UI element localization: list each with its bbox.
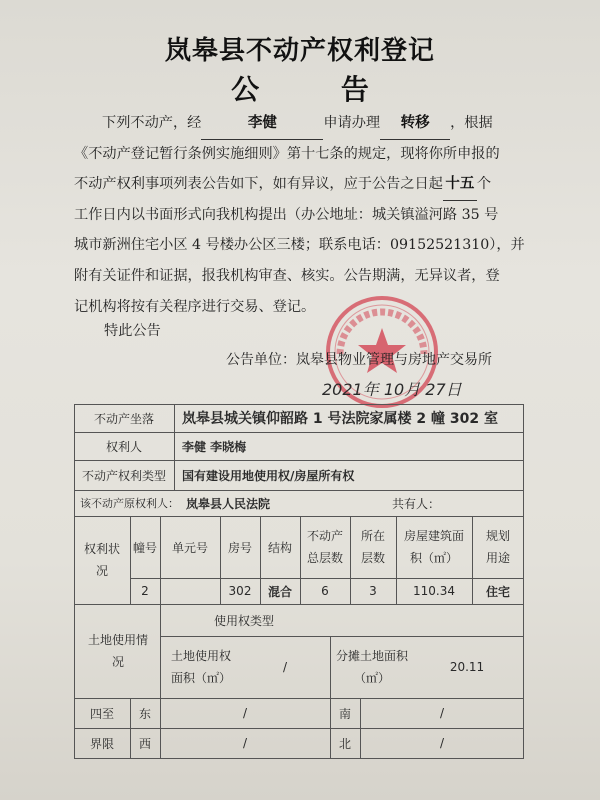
value-structure: 混合 bbox=[267, 584, 292, 599]
header-structure: 结构 bbox=[267, 540, 292, 555]
notice-line-7: 记机构将按有关程序进行交易、登记。 bbox=[74, 298, 316, 315]
notice-line-2: 《不动产登记暂行条例实施细则》第十七条的规定，现将你所申报的 bbox=[74, 145, 500, 162]
location-value: 岚皋县城关镇仰韶路 1 号法院家属楼 2 幢 302 室 bbox=[182, 411, 498, 427]
property-table bbox=[74, 404, 524, 790]
notice-text: 申请办理 bbox=[323, 115, 381, 131]
notice-line-1 bbox=[74, 108, 526, 139]
north-value: / bbox=[439, 736, 445, 750]
boundary-label-1: 四至 bbox=[89, 706, 114, 721]
value-usage: 住宅 bbox=[485, 584, 510, 599]
header-usage: 规划用途 bbox=[485, 529, 510, 565]
date-day: 27日 bbox=[425, 380, 462, 399]
header-unit: 单元号 bbox=[171, 540, 208, 555]
owner-label: 权利人 bbox=[105, 439, 142, 454]
value-building: 2 bbox=[141, 584, 149, 598]
original-owner-label: 该不动产原权利人： bbox=[80, 497, 179, 510]
notice-line-3 bbox=[74, 169, 526, 200]
boundary-label-2: 界限 bbox=[89, 736, 114, 751]
notice-text: 下列不动产，经 bbox=[102, 115, 202, 131]
value-unit bbox=[160, 578, 220, 604]
notice-text: 不动产权利事项列表公告如下，如有异议，应于公告之日起 bbox=[74, 176, 443, 193]
east-value: / bbox=[242, 706, 248, 720]
header-building: 幢号 bbox=[132, 540, 157, 555]
value-floor: 3 bbox=[369, 584, 377, 598]
owner-value: 李健 李晓梅 bbox=[182, 439, 247, 454]
notice-line-6: 附有关证件和证据，报我机构审查、核实。公告期满，无异议者，登 bbox=[74, 267, 500, 284]
notice-text: ，根据 bbox=[450, 115, 493, 131]
date-month: 10月 bbox=[383, 380, 421, 399]
notice-body bbox=[74, 108, 526, 322]
header-total-floors: 不动产总层数 bbox=[306, 529, 343, 565]
use-type-label: 使用权类型 bbox=[213, 613, 274, 628]
notice-line-5: 城市新洲住宅小区 4 号楼办公区三楼；联系电话：09152521310），并 bbox=[74, 237, 525, 254]
issuer-name: 岚皋县物业管理与房地产交易所 bbox=[296, 352, 492, 368]
closing-phrase: 特此公告 bbox=[104, 323, 161, 339]
south-value: / bbox=[439, 706, 445, 720]
shared-area-value: 20.11 bbox=[449, 660, 485, 674]
document-title: 岚皋县不动产权利登记 bbox=[164, 36, 435, 66]
value-room: 302 bbox=[228, 584, 252, 598]
document-subtitle: 公 告 bbox=[231, 73, 405, 106]
north-label: 北 bbox=[338, 736, 351, 751]
header-room: 房号 bbox=[227, 540, 252, 555]
date-year: 2021年 bbox=[322, 380, 379, 399]
notice-line-4: 工作日内以书面形式向我机构提出（办公地址：城关镇溢河路 35 号 bbox=[74, 206, 499, 223]
applicant-name: 李健 bbox=[201, 108, 323, 140]
right-type-value: 国有建设用地使用权/房屋所有权 bbox=[182, 468, 355, 483]
west-label: 西 bbox=[138, 736, 151, 751]
original-owner-value: 岚皋县人民法院 bbox=[186, 496, 271, 511]
value-area: 110.34 bbox=[413, 584, 455, 598]
land-area-value: / bbox=[282, 660, 288, 674]
business-type: 转移 bbox=[380, 108, 450, 140]
issuer-line bbox=[226, 349, 492, 369]
header-area: 房屋建筑面积（㎡） bbox=[403, 529, 464, 565]
objection-days: 十五 bbox=[443, 169, 477, 201]
location-label: 不动产坐落 bbox=[93, 411, 154, 426]
status-label: 权利状况 bbox=[83, 542, 120, 578]
shared-area-label: 分摊土地面积（㎡） bbox=[336, 649, 409, 685]
land-area-label: 土地使用权面积（㎡） bbox=[170, 649, 231, 685]
east-label: 东 bbox=[138, 706, 151, 721]
south-label: 南 bbox=[338, 706, 351, 721]
right-type-label: 不动产权利类型 bbox=[81, 468, 166, 483]
issue-date bbox=[322, 377, 462, 400]
value-total-floors: 6 bbox=[321, 584, 329, 598]
notice-text: 个 bbox=[476, 176, 492, 193]
land-label: 土地使用情况 bbox=[87, 633, 148, 669]
west-value: / bbox=[242, 736, 248, 750]
co-owner-label: 共有人： bbox=[392, 496, 441, 511]
header-floor: 所在层数 bbox=[360, 529, 385, 565]
issuer-label: 公告单位： bbox=[226, 352, 296, 368]
